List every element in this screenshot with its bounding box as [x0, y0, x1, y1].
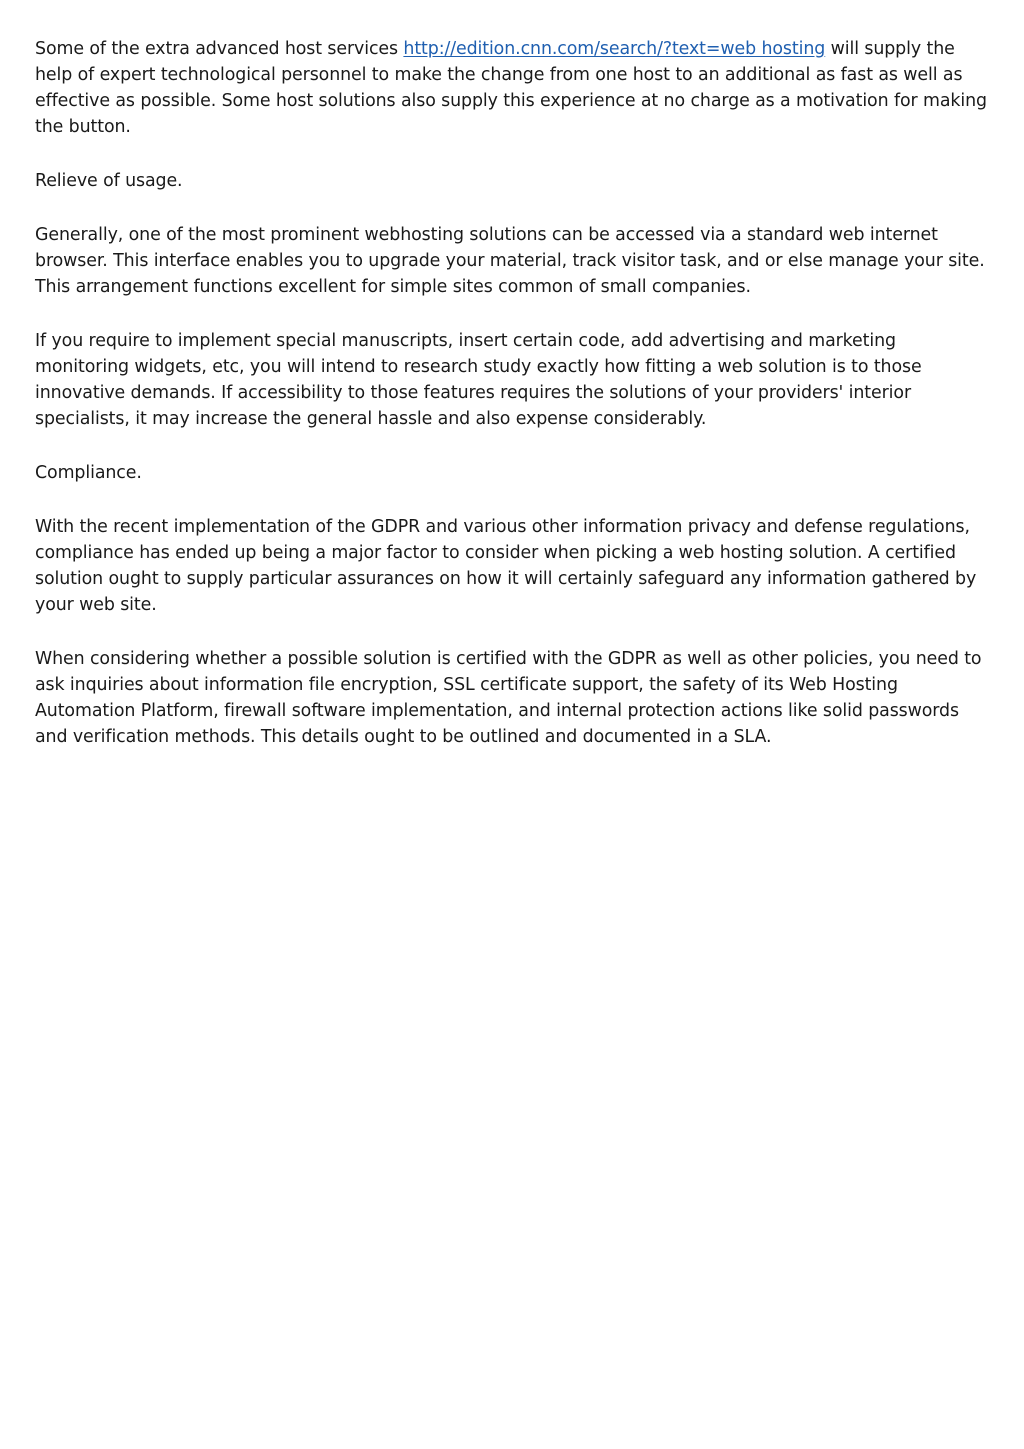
paragraph-intro-lead: Some of the extra advanced host services: [35, 39, 404, 59]
paragraph-gdpr: With the recent implementation of the GDPR and various other information privacy and defense regulations, compliance has ended up being a major factor to consider when picking a web hosting solution. A certified solution ought to supply particular assurances on how it will certainly safeguard any information gathered by your web site.: [35, 517, 977, 615]
heading-ease-of-use: Relieve of usage.: [35, 171, 183, 191]
paragraph-intro: [35, 36, 991, 140]
paragraph-browser-interface: Generally, one of the most prominent webhosting solutions can be accessed via a standard web internet browser. This interface enables you to upgrade your material, track visitor task, and or else manage your site. This arrangement functions excellent for simple sites common of small companies.: [35, 225, 985, 297]
paragraph-intro-rest: will supply the help of expert technological personnel to make the change from one host to an additional as fast as well as effective as possible. Some host solutions also supply this experience at no charge as a motivation for making the button.: [35, 39, 987, 137]
heading-compliance: Compliance.: [35, 463, 142, 483]
cnn-search-link[interactable]: http://edition.cnn.com/search/?text=web hosting: [403, 39, 826, 59]
document-body: [35, 36, 991, 778]
paragraph-gdpr-questions: When considering whether a possible solution is certified with the GDPR as well as other policies, you need to ask inquiries about information file encryption, SSL certificate support, the safety of its Web Hosting Automation Platform, firewall software implementation, and internal protection actions like solid passwords and verification methods. This details ought to be outlined and documented in a SLA.: [35, 649, 982, 747]
paragraph-custom-scripts: If you require to implement special manuscripts, insert certain code, add advertising and marketing monitoring widgets, etc, you will intend to research study exactly how fitting a web solution is to those innovative demands. If accessibility to those features requires the solutions of your providers' interior specialists, it may increase the general hassle and also expense considerably.: [35, 331, 922, 429]
